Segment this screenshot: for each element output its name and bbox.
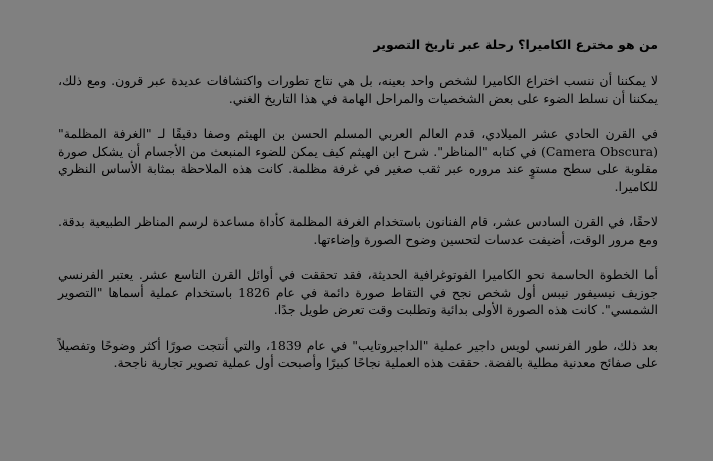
paragraph-sixteenth-century: لاحقًا، في القرن السادس عشر، قام الفنانون باستخدام الغرفة المظلمة كأداة مساعدة لرسم المناظر الطبيعية بدقة. ومع مرور الوقت، أضيفت عدسات لتحسين وضوح الصورة وإضاءتها.	[58, 214, 658, 247]
paragraph-niepce: أما الخطوة الحاسمة نحو الكاميرا الفوتوغرافية الحديثة، فقد تحققت في أوائل القرن التاسع عشر. يعتبر الفرنسي جوزيف نيسيفور نيبس أول شخص نجح في التقاط صورة دائمة في عام 1826 باستخدام عملية أسماها "التصوير الشمسي". كانت هذه الصورة الأولى بدائية وتطلبت وقت تعرض طويل جدًا.	[58, 267, 658, 317]
document-body	[58, 36, 658, 390]
document-title: من هو مخترع الكاميرا؟ رحلة عبر تاريخ التصوير	[373, 37, 658, 52]
paragraph-intro: لا يمكننا أن ننسب اختراع الكاميرا لشخص واحد بعينه، بل هي نتاج تطورات واكتشافات عديدة عبر قرون. ومع ذلك، يمكننا أن نسلط الضوء على بعض الشخصيات والمراحل الهامة في هذا التاريخ الغني.	[58, 73, 658, 106]
paragraph-daguerre: بعد ذلك، طور الفرنسي لويس داجير عملية "الداجيروتايب" في عام 1839، والتي أنتجت صورًا أكثر وضوحًا وتفصيلاً على صفائح معدنية مطلية بالفضة. حققت هذه العملية نجاحًا كبيرًا وأصبحت أول عملية تصوير تجارية ناجحة.	[58, 337, 659, 370]
paragraph-ibn-al-haytham: في القرن الحادي عشر الميلادي، قدم العالم العربي المسلم الحسن بن الهيثم وصفا دقيقًا لـ "الغرفة المظلمة" (Camera Obscura) في كتابه "المناظر". شرح ابن الهيثم كيف يمكن للضوء المنبعث من الأجسام أن يشكل صورة مقلوبة على سطح مستوٍ عند مروره عبر ثقب صغير في غرفة مظلمة. كانت هذه الملاحظة بمثابة الأساس النظري للكاميرا.	[58, 126, 658, 194]
